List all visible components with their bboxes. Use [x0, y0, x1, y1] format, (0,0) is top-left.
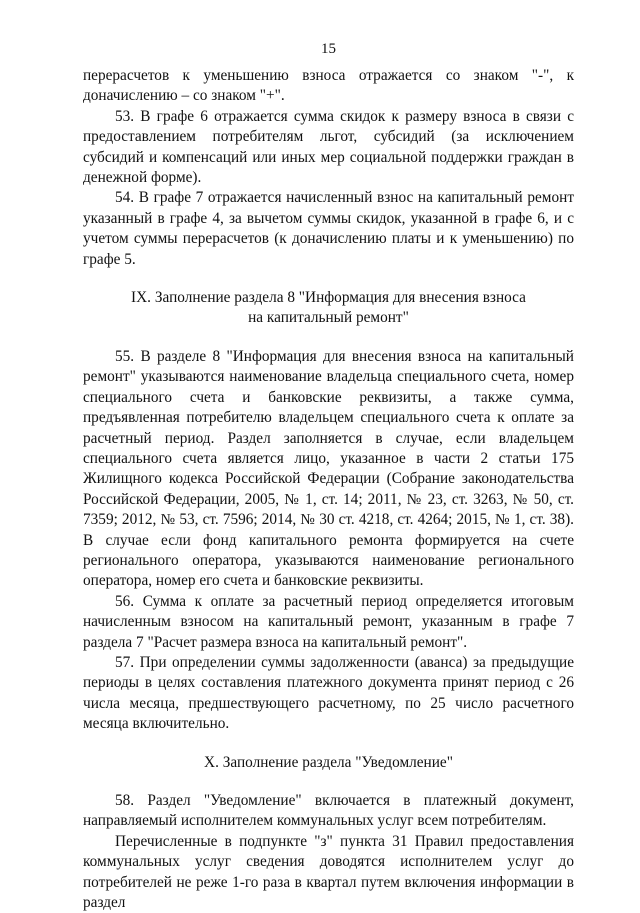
paragraph-58: 58. Раздел "Уведомление" включается в платежный документ, направляемый исполнителем коммунальных услуг всем потребителям.	[83, 792, 574, 830]
paragraph-58-continued: Перечисленные в подпункте "з" пункта 31 Правил предоставления коммунальных услуг сведения доводятся исполнителем услуг до потребителей не реже 1-го раза в квартал путем включения информации в раздел	[83, 832, 574, 912]
paragraph-continuation: перерасчетов к уменьшению взноса отражается со знаком "-", к доначислению – со знаком "+".	[83, 67, 574, 105]
page-number: 15	[321, 41, 336, 57]
paragraph-55: 55. В разделе 8 "Информация для внесения взноса на капитальный ремонт" указываются наименование владельца специального счета, номер специального счета и банковские реквизиты, а также сумма, предъявленная потребителю владельцем специального счета к оплате за расчетный период. Раздел заполняется в случае, если владельцем специального счета является лицо, указанное в части 2 статьи 175 Жилищного кодекса Российской Федерации (Собрание законодательства Российской Федерации, 2005, № 1, ст. 14; 2011, № 23, ст. 3263, № 50, ст. 7359; 2012, № 53, ст. 7596; 2014, № 30 ст. 4218, ст. 4264; 2015, № 1, ст. 38). В случае если фонд капитального ремонта формируется на счете регионального оператора, указываются наименование регионального оператора, номер его счета и банковские реквизиты.	[83, 347, 574, 590]
section-heading-x	[83, 753, 574, 773]
paragraph-53: 53. В графе 6 отражается сумма скидок к размеру взноса в связи с предоставлением потребителям льгот, субсидий (за исключением субсидий и компенсаций или иных мер социальной поддержки граждан в денежной форме).	[83, 107, 574, 187]
section-heading-ix-line1: IX. Заполнение раздела 8 "Информация для внесения взноса	[131, 289, 526, 307]
paragraph-57: 57. При определении суммы задолженности (аванса) за предыдущие периоды в целях составления платежного документа принят период с 26 числа месяца, предшествующего расчетному, по 25 число расчетного месяца включительно.	[83, 653, 574, 733]
section-heading-ix	[83, 288, 574, 329]
paragraph-56: 56. Сумма к оплате за расчетный период определяется итоговым начисленным взносом на капитальный ремонт, указанным в графе 7 раздела 7 "Расчет размера взноса на капитальный ремонт".	[83, 592, 574, 651]
section-heading-x-text: X. Заполнение раздела "Уведомление"	[204, 753, 453, 771]
section-heading-ix-line2: на капитальный ремонт"	[248, 309, 409, 327]
paragraph-54: 54. В графе 7 отражается начисленный взнос на капитальный ремонт указанный в графе 4, за вычетом суммы скидок, указанной в графе 6, и с учетом суммы перерасчетов (к доначислению платы и к уменьшению) по графе 5.	[83, 189, 574, 268]
